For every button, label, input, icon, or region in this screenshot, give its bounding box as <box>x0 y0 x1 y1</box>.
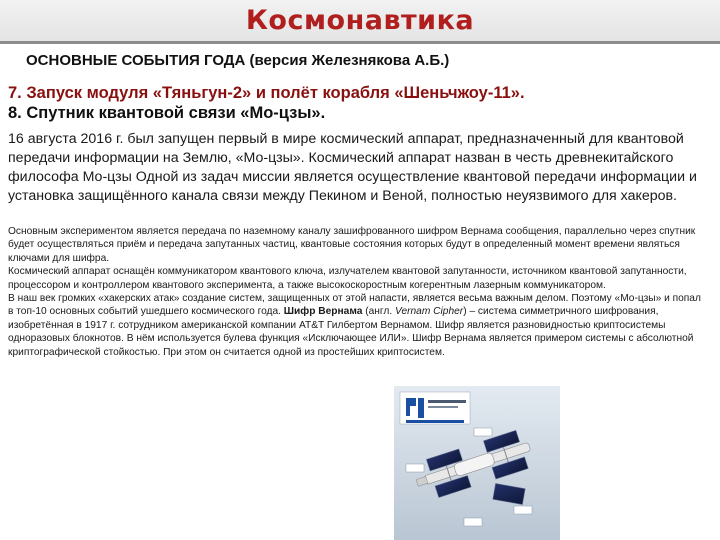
subtitle-prefix: ОСНОВНЫЕ СОБЫТИЯ ГОДА <box>26 52 246 69</box>
intro-paragraph: 16 августа 2016 г. был запущен первый в мире космический аппарат, предназначенный для квантовой передачи информации на Землю, «Мо-цзы». Космический аппарат назван в честь древнекитайского философа Мо-цзы Одной из задач миссии является осуществление квантовой передачи информации и установка защищённого канала связи между Пекином и Веной, полностью неуязвимого для хакеров. <box>8 131 697 204</box>
heading-line-1: 7. Запуск модуля «Тяньгун-2» и полёт корабля «Шеньчжоу-11». <box>8 84 525 102</box>
detail-text <box>8 225 708 359</box>
vernam-cipher-english: Vernam Cipher <box>395 306 464 318</box>
detail-p3-rest: – система симметричного шифрования, изобретённая в 1917 г. сотрудником американской компании AT&T Гилбертом Вернамом. Шифр является разновидностью криптосистемы одноразовых блокнотов. В нём используется булева функция «Исключающее ИЛИ». Шифр Вернама является примером системы с абсолютной криптографической стойкостью. При этом он считается одной из простейших криптосистем. <box>8 306 694 358</box>
heading-line-2: 8. Спутник квантовой связи «Мо-цзы». <box>8 104 326 122</box>
section-heading <box>8 83 713 123</box>
paren-close: ) <box>463 306 467 318</box>
detail-p3-text: В наш век громких «хакерских атак» создание систем, защищенных от этой напасти, является весьма важным делом. Поэтому «Мо-цзы» и попал в топ-10 основных событий ушедшего космического года. <box>8 293 701 318</box>
space-station-illustration <box>394 386 560 540</box>
slide-subtitle <box>26 52 449 69</box>
paren-open: (англ. <box>365 306 393 318</box>
detail-paragraph-1: Основным экспериментом является передача по наземному каналу зашифрованного шифром Вернама сообщения, параллельно через спутник будет осуществляться приём и передача запутанных частиц, квантовые состояния которых будут в определенный момент времени являться ключами для шифра. <box>8 226 696 264</box>
subtitle-suffix: (версия Железнякова А.Б.) <box>249 52 450 69</box>
space-station-image <box>394 386 560 540</box>
detail-paragraph-3 <box>8 292 708 359</box>
title-bar <box>0 0 720 44</box>
slide-title: Космонавтика <box>245 5 475 36</box>
detail-paragraph-2: Космический аппарат оснащён коммуникатором квантового ключа, излучателем квантовой запутанности, источником квантовой запутанности, процессором и контроллером квантового эксперимента, а также высокоскоростным когерентным лазерным коммуникатором. <box>8 266 687 291</box>
vernam-cipher-term: Шифр Вернама <box>283 306 363 318</box>
